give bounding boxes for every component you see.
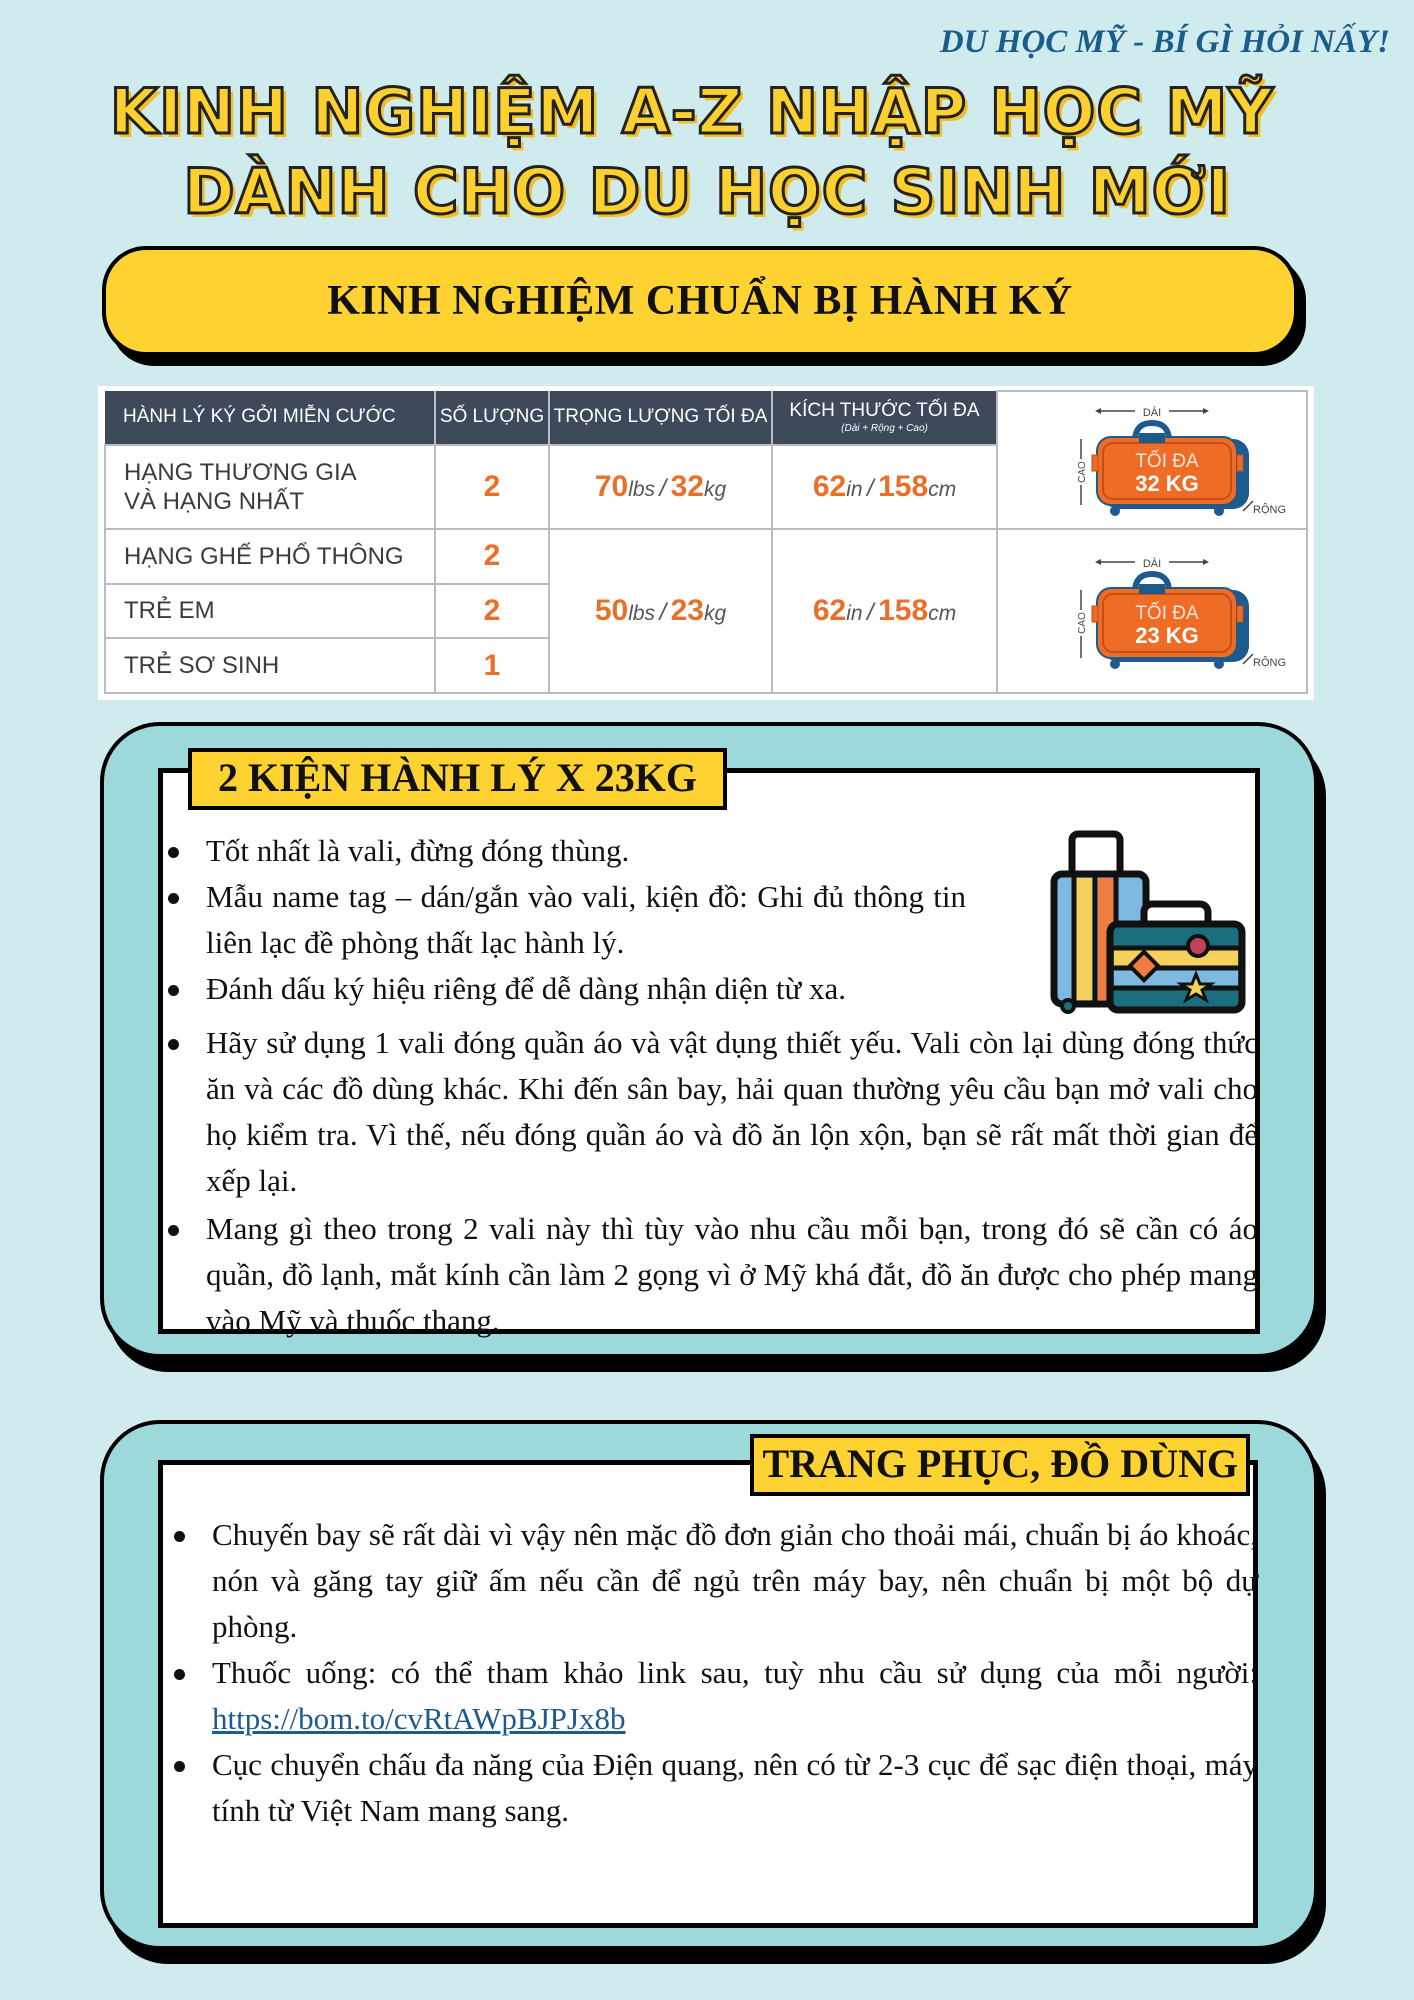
list-item: Chuyến bay sẽ rất dài vì vậy nên mặc đồ đơn giản cho thoải mái, chuẩn bị áo khoác, nón và găng tay giữ ấm nếu cần để ngủ trên máy bay, nên chuẩn bị một bộ dự phòng. <box>172 1512 1258 1650</box>
clothing-tips <box>172 1512 1258 1834</box>
row-quantity-child: 2 <box>435 584 549 639</box>
table-header-row <box>105 391 1307 445</box>
weight-lbs: 70 <box>594 470 629 503</box>
weight-kg: 23 <box>670 594 704 627</box>
size-cm: 158 <box>878 594 929 627</box>
luggage-tips-bottom <box>166 1020 1258 1344</box>
dim-height-label: CAO <box>1077 612 1088 634</box>
size-standard <box>772 529 997 693</box>
row-quantity-economy: 2 <box>435 529 549 584</box>
clothing-panel <box>100 1420 1318 1950</box>
header-quantity: SỐ LƯỢNG <box>435 391 549 445</box>
weight-lbs-unit: lbs <box>628 478 656 501</box>
luggage-icon <box>1048 826 1238 1016</box>
section-title: KINH NGHIỆM CHUẨN BỊ HÀNH KÝ <box>327 278 1073 324</box>
table-row <box>105 529 1307 584</box>
list-item: Tốt nhất là vali, đừng đóng thùng. <box>166 828 966 874</box>
section-banner <box>102 246 1298 356</box>
luggage-tips-top <box>166 828 966 1012</box>
separator: / <box>867 599 874 626</box>
luggage-panel-tag: 2 KIỆN HÀNH LÝ X 23KG <box>188 748 727 810</box>
header-category: HÀNH LÝ KÝ GỞI MIỄN CƯỚC <box>105 391 435 445</box>
row-quantity-infant: 1 <box>435 638 549 693</box>
size-cm-unit: cm <box>928 602 957 625</box>
tagline: DU HỌC MỸ - BÍ GÌ HỎI NẤY! <box>939 24 1390 60</box>
clothing-panel-tag: TRANG PHỤC, ĐỒ DÙNG <box>750 1434 1250 1496</box>
weight-kg-unit: kg <box>704 478 727 501</box>
header-max-size <box>772 391 997 445</box>
header-max-size-label: KÍCH THƯỚC TỐI ĐA <box>789 399 980 421</box>
luggage-panel <box>100 722 1318 1358</box>
size-in: 62 <box>812 470 847 503</box>
row-category-premium-line2: VÀ HẠNG NHẤT <box>124 488 305 515</box>
row-category-premium-line1: HẠNG THƯƠNG GIA <box>124 459 357 486</box>
weight-premium <box>549 445 772 529</box>
row-quantity-premium: 2 <box>435 445 549 529</box>
suitcase-32kg-icon <box>1037 401 1286 519</box>
row-category-economy: HẠNG GHẾ PHỔ THÔNG <box>105 529 435 584</box>
weight-kg: 32 <box>670 470 704 503</box>
header-max-size-note: (Dài + Rộng + Cao) <box>841 423 928 435</box>
page-title-line-1: KINH NGHIỆM A-Z NHẬP HỌC MỸ <box>109 75 1275 148</box>
medicine-link[interactable]: https://bom.to/cvRtAWpBJPJx8b <box>212 1701 626 1736</box>
separator: / <box>659 599 667 626</box>
size-in-unit: in <box>846 602 863 625</box>
weight-kg-unit: kg <box>704 602 727 625</box>
size-premium <box>772 445 997 529</box>
size-in-unit: in <box>846 478 863 501</box>
list-item: Cục chuyển chấu đa năng của Điện quang, nên có từ 2-3 cục để sạc điện thoại, máy tính từ Việt Nam mang sang. <box>172 1742 1258 1834</box>
list-item: Mang gì theo trong 2 vali này thì tùy vào nhu cầu mỗi bạn, trong đó sẽ cần có áo quần, đồ lạnh, mắt kính cần làm 2 gọng vì ở Mỹ khá đắt, đồ ăn được cho phép mang vào Mỹ và thuốc thang. <box>166 1206 1258 1344</box>
page-title <box>0 72 1414 232</box>
weight-standard <box>549 529 772 693</box>
suitcase-illustration-32kg <box>997 391 1307 529</box>
baggage-table-container <box>98 386 1314 700</box>
page-title-line-2: DÀNH CHO DU HỌC SINH MỚI <box>183 155 1231 228</box>
row-category-infant: TRẺ SƠ SINH <box>105 638 435 693</box>
row-category-child: TRẺ EM <box>105 584 435 639</box>
separator: / <box>659 475 667 502</box>
dim-width-label: RỘNG <box>1253 657 1286 669</box>
size-in: 62 <box>812 594 847 627</box>
list-item: Đánh dấu ký hiệu riêng để dễ dàng nhận diện từ xa. <box>166 966 966 1012</box>
suitcase-illustration-23kg <box>997 529 1307 693</box>
badge-23-line2: 23 KG <box>1135 623 1199 648</box>
separator: / <box>867 475 874 502</box>
header-max-weight: TRỌNG LƯỢNG TỐI ĐA <box>549 391 772 445</box>
list-item: Hãy sử dụng 1 vali đóng quần áo và vật dụng thiết yếu. Vali còn lại dùng đóng thức ăn và các đồ dùng khác. Khi đến sân bay, hải quan thường yêu cầu bạn mở vali cho họ kiểm tra. Vì thế, nếu đóng quần áo và đồ ăn lộn xộn, bạn sẽ rất mất thời gian để xếp lại. <box>166 1020 1258 1204</box>
weight-lbs-unit: lbs <box>628 602 656 625</box>
dim-width-label: RỘNG <box>1253 504 1286 516</box>
suitcase-23kg-icon <box>1037 546 1286 676</box>
dim-length-label: DÀI <box>1142 407 1162 419</box>
dim-length-label: DÀI <box>1142 558 1162 570</box>
weight-lbs: 50 <box>594 594 629 627</box>
size-cm-unit: cm <box>928 478 957 501</box>
badge-23-line1: TỐI ĐA <box>1135 603 1199 624</box>
list-item <box>172 1650 1258 1742</box>
badge-32-line2: 32 KG <box>1135 471 1199 496</box>
list-item: Mẫu name tag – dán/gắn vào vali, kiện đồ: Ghi đủ thông tin liên lạc đề phòng thất lạc hành lý. <box>166 874 966 966</box>
dim-height-label: CAO <box>1077 461 1088 483</box>
baggage-table <box>104 390 1308 694</box>
list-item-text: Thuốc uống: có thể tham khảo link sau, tuỳ nhu cầu sử dụng của mỗi người: <box>212 1655 1258 1690</box>
row-category-premium <box>105 445 435 529</box>
size-cm: 158 <box>878 470 929 503</box>
badge-32-line1: TỐI ĐA <box>1135 451 1199 472</box>
